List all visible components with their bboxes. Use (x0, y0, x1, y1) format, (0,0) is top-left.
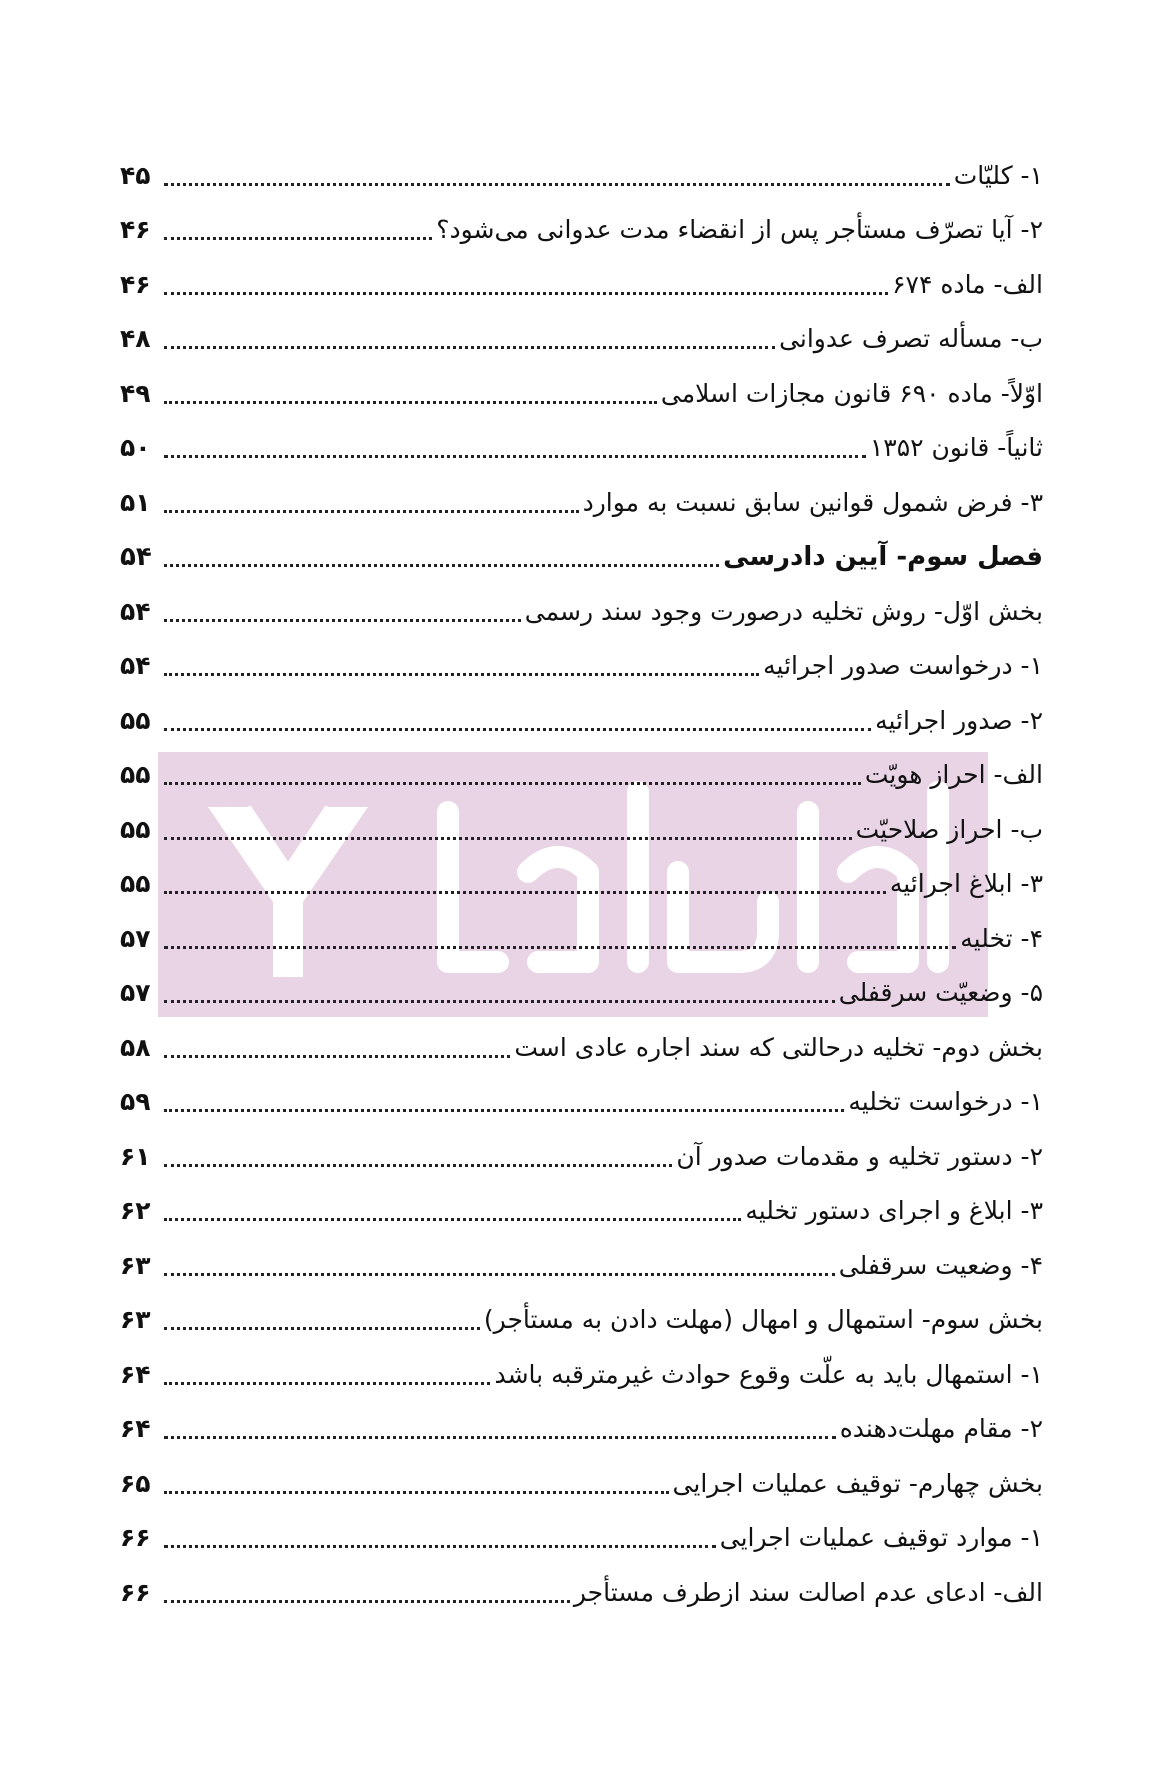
toc-entry (120, 1184, 1043, 1239)
toc-entry-page: ۶۳ (120, 1250, 151, 1280)
toc-entry (120, 911, 1043, 966)
toc-dot-leader (164, 1055, 510, 1058)
toc-entry-page: ۴۶ (120, 269, 151, 299)
toc-entry-title: ۱- استمهال باید به علّت وقوع حوادث غیرمترقبه باشد (494, 1359, 1043, 1389)
toc-entry (120, 148, 1043, 203)
toc-dot-leader (164, 346, 775, 349)
toc-entry-page: ۵۵ (120, 814, 151, 844)
toc-entry-page: ۵۴ (120, 651, 151, 681)
toc-entry (120, 257, 1043, 312)
toc-entry (120, 366, 1043, 421)
toc-entry-title: ۲- مقام مهلت‌دهنده (839, 1414, 1043, 1444)
toc-entry (120, 1565, 1043, 1620)
toc-entry-title: اوّلاً- ماده ۶۹۰ قانون مجازات اسلامی (660, 378, 1043, 408)
toc-entry-page: ۶۴ (120, 1414, 151, 1444)
toc-entry (120, 802, 1043, 857)
toc-entry-page: ۵۷ (120, 978, 151, 1008)
toc-entry-page: ۵۵ (120, 760, 151, 790)
toc-entry (120, 1402, 1043, 1457)
toc-dot-leader (164, 1491, 669, 1494)
toc-dot-leader (164, 1600, 570, 1603)
toc-entry-title: ۴- تخلیه (960, 923, 1043, 953)
toc-entry-page: ۴۸ (120, 324, 151, 354)
toc-dot-leader (164, 891, 886, 894)
toc-entry-page: ۶۵ (120, 1468, 151, 1498)
toc-entry (120, 475, 1043, 530)
toc-chapter-heading (120, 530, 1043, 585)
toc-entry-title: بخش چهارم- توقیف عملیات اجرایی (672, 1468, 1043, 1498)
toc-dot-leader (164, 1382, 490, 1385)
toc-entry-page: ۵۴ (120, 541, 152, 572)
toc-entry-page: ۵۵ (120, 869, 151, 899)
toc-entry-title: ثانیاً- قانون ۱۳۵۲ (869, 433, 1043, 463)
toc-entry-title: ۱- درخواست صدور اجرائیه (763, 651, 1043, 681)
toc-dot-leader (164, 1000, 835, 1003)
toc-entry-title: ۴- وضعیت سرقفلی (838, 1250, 1043, 1280)
toc-entry-page: ۵۸ (120, 1032, 151, 1062)
toc-entry-title: ب- احراز صلاحیّت (855, 814, 1043, 844)
toc-entry-title: الف- احراز هویّت (864, 760, 1043, 790)
toc-entry-title: بخش سوم- استمهال و امهال (مهلت دادن به مستأجر) (483, 1305, 1043, 1335)
toc-entry-page: ۵۴ (120, 596, 151, 626)
toc-entry (120, 1020, 1043, 1075)
toc-entry-title: ۱- درخواست تخلیه (848, 1087, 1043, 1117)
toc-entry-title: الف- ادعای عدم اصالت سند ازطرف مستأجر (573, 1577, 1043, 1607)
toc-dot-leader (164, 1109, 844, 1112)
toc-entry-title: ۵- وضعیّت سرقفلی (838, 978, 1043, 1008)
toc-dot-leader (164, 1218, 741, 1221)
toc-entry (120, 1075, 1043, 1130)
toc-entry-page: ۶۶ (120, 1577, 151, 1607)
toc-entry (120, 966, 1043, 1021)
toc-entry-page: ۵۵ (120, 705, 151, 735)
toc-dot-leader (164, 619, 521, 622)
toc-dot-leader (164, 1164, 672, 1167)
toc-entry-page: ۵۷ (120, 923, 151, 953)
toc-entry-page: ۴۵ (120, 160, 151, 190)
toc-dot-leader (164, 455, 866, 458)
toc-dot-leader (164, 237, 432, 240)
toc-entry-title: ب- مسأله تصرف عدوانی (779, 324, 1043, 354)
toc-entry-title: الف- ماده ۶۷۴ (892, 269, 1043, 299)
table-of-contents (120, 148, 1043, 1620)
toc-dot-leader (164, 564, 719, 567)
toc-entry-title: ۳- ابلاغ و اجرای دستور تخلیه (745, 1196, 1043, 1226)
toc-dot-leader (164, 782, 861, 785)
toc-entry-title: ۲- دستور تخلیه و مقدمات صدور آن (676, 1141, 1043, 1171)
toc-dot-leader (164, 1545, 716, 1548)
toc-dot-leader (164, 401, 657, 404)
toc-entry (120, 1456, 1043, 1511)
toc-entry-page: ۵۰ (120, 433, 151, 463)
toc-dot-leader (164, 946, 956, 949)
toc-entry (120, 312, 1043, 367)
toc-entry (120, 421, 1043, 476)
toc-entry-page: ۴۹ (120, 378, 151, 408)
toc-entry (120, 1293, 1043, 1348)
toc-entry-title: ۳- فرض شمول قوانین سابق نسبت به موارد (582, 487, 1043, 517)
toc-entry-title: بخش اوّل- روش تخلیه درصورت وجود سند رسمی (524, 596, 1043, 626)
toc-entry (120, 584, 1043, 639)
toc-entry (120, 1511, 1043, 1566)
toc-entry-page: ۶۱ (120, 1141, 151, 1171)
toc-dot-leader (164, 837, 852, 840)
toc-entry-page: ۶۴ (120, 1359, 151, 1389)
toc-entry-page: ۵۹ (120, 1087, 151, 1117)
toc-entry (120, 203, 1043, 258)
toc-entry-title: ۳- ابلاغ اجرائیه (889, 869, 1043, 899)
toc-entry-page: ۶۲ (120, 1196, 151, 1226)
toc-entry (120, 1238, 1043, 1293)
toc-entry-title: ۲- آیا تصرّف مستأجر پس از انقضاء مدت عدوانی می‌شود؟ (436, 215, 1043, 245)
toc-entry (120, 857, 1043, 912)
toc-entry (120, 693, 1043, 748)
toc-entry (120, 1347, 1043, 1402)
toc-dot-leader (164, 1436, 836, 1439)
toc-entry (120, 639, 1043, 694)
toc-entry-page: ۶۳ (120, 1305, 151, 1335)
toc-dot-leader (164, 292, 888, 295)
toc-entry-title: فصل سوم- آیین دادرسی (723, 541, 1043, 572)
toc-entry-page: ۶۶ (120, 1523, 151, 1553)
toc-entry (120, 1129, 1043, 1184)
toc-dot-leader (164, 673, 759, 676)
toc-entry-title: بخش دوم- تخلیه درحالتی که سند اجاره عادی است (514, 1032, 1043, 1062)
toc-dot-leader (164, 1327, 480, 1330)
toc-dot-leader (164, 1273, 835, 1276)
toc-entry-title: ۱- کلیّات (953, 160, 1043, 190)
toc-entry-page: ۴۶ (120, 215, 151, 245)
toc-entry-title: ۲- صدور اجرائیه (875, 705, 1043, 735)
toc-entry-title: ۱- موارد توقیف عملیات اجرایی (719, 1523, 1043, 1553)
toc-dot-leader (164, 728, 871, 731)
toc-dot-leader (164, 183, 950, 186)
toc-dot-leader (164, 510, 579, 513)
toc-entry-page: ۵۱ (120, 487, 151, 517)
toc-entry (120, 748, 1043, 803)
